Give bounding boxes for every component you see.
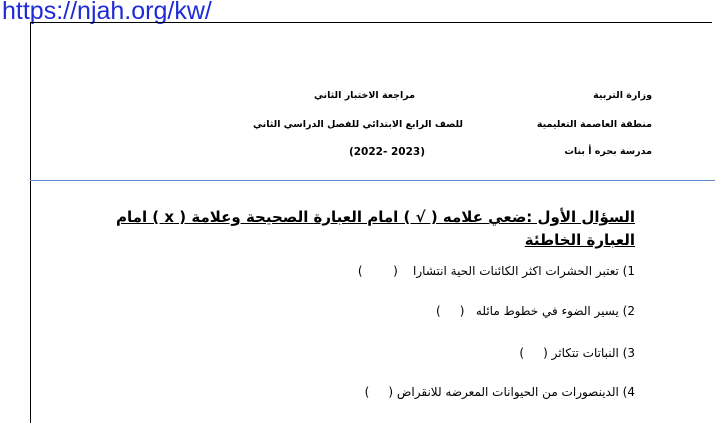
- answer-blank[interactable]: ( ): [436, 304, 465, 318]
- answer-blank[interactable]: ( ): [357, 264, 398, 278]
- list-item: [519, 345, 635, 361]
- item-text: يسير الضوء في خطوط مائله: [475, 304, 619, 318]
- item-text: تعتبر الحشرات اكثر الكائنات الحية انتشارا: [413, 264, 619, 278]
- list-item: [358, 263, 635, 279]
- question-title: السؤال الأول :ضعي علامه ( √ ) امام العبارة الصحيحة وعلامة ( x ) امام العبارة الخاطئة: [116, 208, 635, 249]
- answer-blank[interactable]: ( ): [364, 385, 394, 399]
- ministry-label: وزارة التربية: [593, 90, 652, 101]
- school-label: مدرسة بحره أ بنات: [564, 146, 652, 157]
- grade-label: للصف الرابع الابتدائي للفصل الدراسي الثاني: [253, 119, 463, 130]
- item-text: النباتات تتكاثر: [551, 346, 619, 360]
- item-text: الدينصورات من الحيوانات المعرضه للانقراض: [396, 385, 619, 399]
- list-item: [365, 384, 635, 400]
- item-number: 2): [622, 304, 635, 318]
- answer-blank[interactable]: ( ): [519, 346, 548, 360]
- item-number: 3): [622, 346, 635, 360]
- list-item: [436, 303, 635, 319]
- school-year: (2022- 2023): [348, 146, 425, 158]
- district-label: منطقة العاصمة التعليمية: [536, 119, 652, 130]
- item-number: 4): [622, 385, 635, 399]
- header-divider: [30, 180, 715, 181]
- review-title: مراجعة الاختبار الثاني: [313, 90, 415, 101]
- source-url[interactable]: https://njah.org/kw/: [2, 0, 212, 25]
- item-number: 1): [622, 264, 635, 278]
